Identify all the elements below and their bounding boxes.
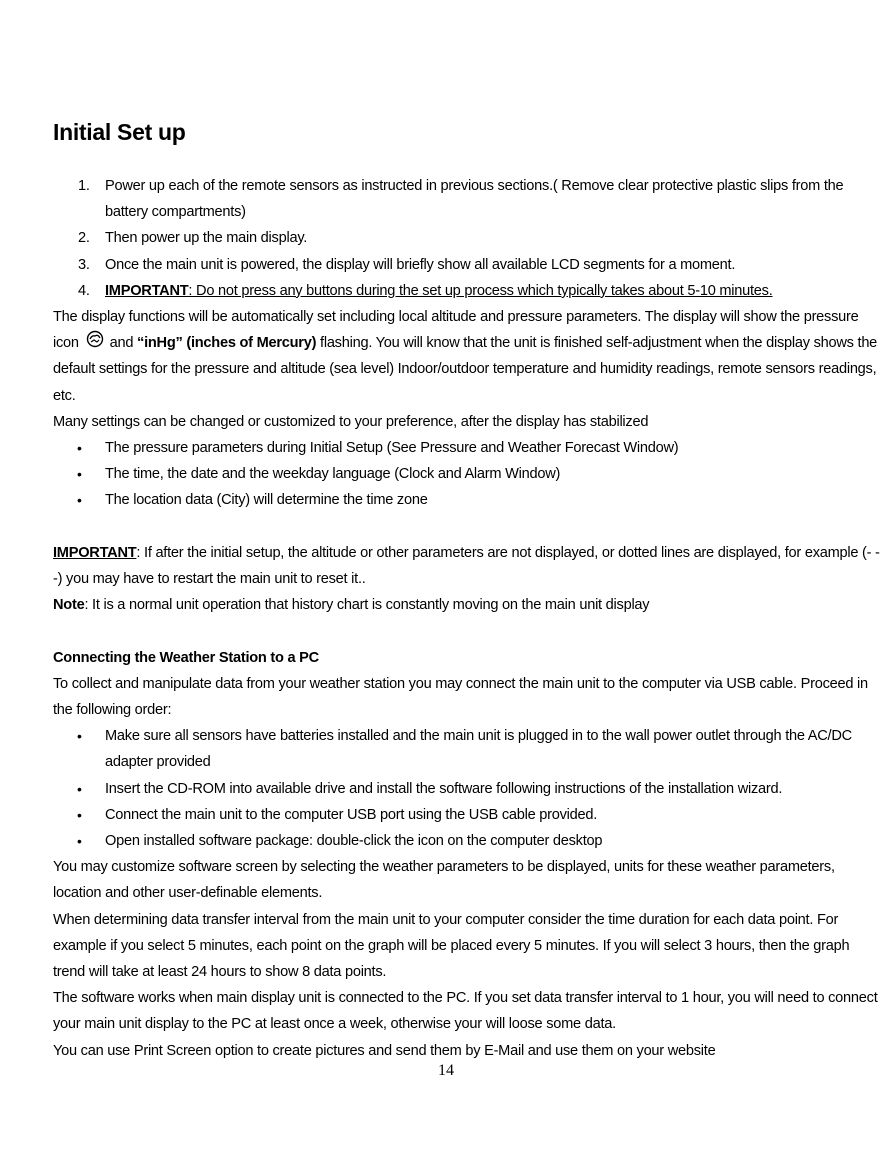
step-text: Then power up the main display.: [105, 230, 308, 247]
and-text: and: [109, 335, 134, 352]
step-number: 3.: [78, 256, 90, 273]
step-text: Once the main unit is powered, the display will briefly show all available LCD segments for a moment.: [105, 256, 736, 273]
bullet: •: [77, 806, 82, 823]
settings-intro: Many settings can be changed or customized to your preference, after the display has stabilized: [53, 413, 649, 430]
list-item: [53, 723, 883, 775]
setup-step: [53, 252, 883, 278]
page-number: 14: [438, 1062, 454, 1079]
important-label: IMPORTANT: [105, 282, 189, 299]
interval-paragraph: When determining data transfer interval from the main unit to your computer consider the time duration for each data point. For example if you select 5 minutes, each point on the graph will be placed every 5 minutes. If you will select 3 hours, then the graph trend will take at least 24 hours to show 8 data points.: [53, 911, 850, 981]
page-body: [53, 173, 883, 1064]
software-paragraph: The software works when main display unit is connected to the PC. If you set data transfer interval to 1 hour, you will need to connect your main unit display to the PC at least once a week, otherwise your will loose some data.: [53, 990, 878, 1033]
display-paragraph: [53, 304, 883, 409]
list-item-text: Connect the main unit to the computer USB port using the USB cable provided.: [105, 806, 598, 823]
pc-intro: To collect and manipulate data from your weather station you may connect the main unit to the computer via USB cable. Proceed in the following order:: [53, 675, 868, 719]
list-item: [53, 776, 883, 802]
bullet: •: [77, 440, 82, 457]
list-item-text: The pressure parameters during Initial Setup (See Pressure and Weather Forecast Window): [105, 440, 679, 457]
setup-steps-list: [53, 173, 883, 304]
page-title: Initial Set up: [53, 119, 186, 145]
section-heading: Connecting the Weather Station to a PC: [53, 649, 319, 666]
list-item: [53, 487, 883, 513]
note-text: : It is a normal unit operation that history chart is constantly moving on the main unit display: [84, 597, 650, 614]
pressure-icon: [86, 330, 104, 348]
list-item-text: Open installed software package: double-click the icon on the computer desktop: [105, 833, 603, 850]
step-text: : Do not press any buttons during the set up process which typically takes about 5-10 minutes.: [188, 282, 773, 299]
bullet: •: [77, 780, 82, 797]
list-item-text: The time, the date and the weekday language (Clock and Alarm Window): [105, 466, 561, 483]
bullet: •: [77, 492, 82, 509]
step-text: Power up each of the remote sensors as instructed in previous sections.( Remove clear protective plastic slips from the battery compartments): [105, 178, 844, 221]
list-item: [53, 461, 883, 487]
display-text-2: flashing. You will know that the unit is finished self-adjustment when the display shows the default settings for the pressure and altitude (sea level) Indoor/outdoor temperature and humidity readings, remote sensors readings, etc.: [53, 335, 878, 404]
important-paragraph: [53, 540, 883, 592]
list-item: [53, 828, 883, 854]
bullet: •: [77, 466, 82, 483]
list-item-text: Insert the CD-ROM into available drive and install the software following instructions of the installation wizard.: [105, 780, 783, 797]
important-text: : If after the initial setup, the altitude or other parameters are not displayed, or dotted lines are displayed, for example (- - -) you may have to restart the main unit to reset it..: [53, 544, 880, 588]
display-text-1: The display functions will be automatically set including local altitude and pressure parameters. The display will show the pressure icon: [53, 309, 859, 352]
inhg-label: “inHg” (inches of Mercury): [137, 335, 317, 352]
step-number: 4.: [78, 282, 90, 299]
list-item-text: The location data (City) will determine the time zone: [105, 492, 428, 509]
bullet: •: [77, 728, 82, 745]
customize-paragraph: You may customize software screen by selecting the weather parameters to be displayed, units for these weather parameters, location and other user-definable elements.: [53, 859, 835, 902]
setup-step-important: [53, 278, 883, 304]
list-item: [53, 435, 883, 461]
setup-step: [53, 225, 883, 251]
note-paragraph: [53, 592, 883, 618]
spacer: [53, 618, 883, 644]
pc-steps-list: [53, 723, 883, 854]
step-number: 2.: [78, 230, 90, 247]
important-label: IMPORTANT: [53, 544, 137, 561]
bullet: •: [77, 833, 82, 850]
settings-list: [53, 435, 883, 514]
list-item-text: Make sure all sensors have batteries installed and the main unit is plugged in to the wall power outlet through the AC/DC adapter provided: [105, 728, 852, 771]
list-item: [53, 802, 883, 828]
spacer: [53, 514, 883, 540]
print-screen-paragraph: You can use Print Screen option to create pictures and send them by E-Mail and use them on your website: [53, 1042, 716, 1059]
step-number: 1.: [78, 178, 90, 194]
setup-step: [53, 173, 883, 225]
note-label: Note: [53, 597, 85, 614]
